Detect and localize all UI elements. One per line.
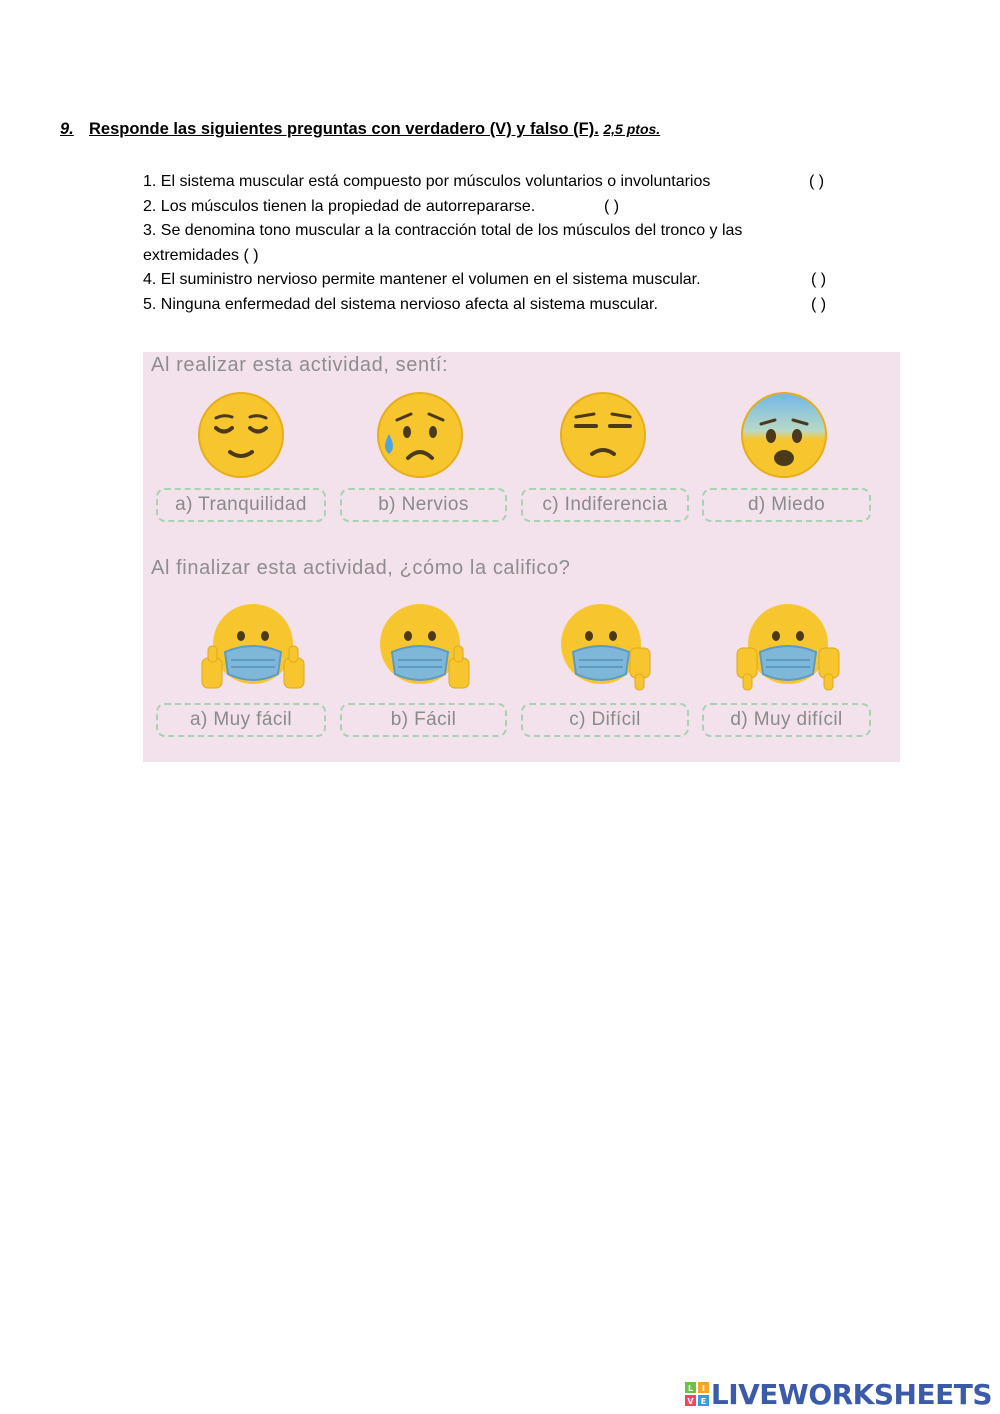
- statement-1: [143, 170, 863, 195]
- statement-text: 5. Ninguna enfermedad del sistema nervioso afecta al sistema muscular.: [143, 295, 658, 313]
- masked-face-thumb-up-icon: [375, 600, 475, 696]
- statement-text: 2. Los músculos tienen la propiedad de autorrepararse.: [143, 197, 536, 215]
- unamused-face-icon: [558, 390, 648, 480]
- question-heading: [60, 120, 660, 139]
- feeling-option-d[interactable]: d) Miedo: [702, 488, 871, 522]
- self-evaluation-panel: [143, 352, 900, 762]
- statement-text[interactable]: extremidades ( ): [143, 246, 259, 264]
- svg-text:V: V: [687, 1397, 694, 1406]
- masked-face-two-thumbs-up-icon: [198, 600, 308, 696]
- question-points: 2,5 ptos.: [603, 121, 661, 137]
- live-badge-icon: [685, 1382, 709, 1406]
- rating-option-a[interactable]: a) Muy fácil: [156, 703, 326, 737]
- svg-text:L: L: [687, 1384, 693, 1393]
- feeling-option-b[interactable]: b) Nervios: [340, 488, 507, 522]
- answer-blank[interactable]: ( ): [811, 271, 827, 288]
- statement-text: 4. El suministro nervioso permite mantener el volumen en el sistema muscular.: [143, 271, 701, 288]
- statement-5: [143, 293, 863, 318]
- rating-option-d[interactable]: d) Muy difícil: [702, 703, 871, 737]
- relieved-face-icon: [196, 390, 286, 480]
- feeling-option-c[interactable]: c) Indiferencia: [521, 488, 689, 522]
- answer-blank[interactable]: ( ): [604, 197, 620, 215]
- masked-face-thumb-down-icon: [556, 600, 656, 696]
- svg-text:E: E: [700, 1397, 707, 1406]
- svg-text:I: I: [701, 1384, 705, 1393]
- statement-4: [143, 268, 863, 293]
- statement-text: 1. El sistema muscular está compuesto por músculos voluntarios o involuntarios: [143, 173, 711, 190]
- rating-option-c[interactable]: c) Difícil: [521, 703, 689, 737]
- fearful-face-icon: [739, 390, 829, 480]
- brand-name: LIVEWORKSHEETS: [710, 1377, 992, 1411]
- answer-blank[interactable]: ( ): [811, 295, 827, 313]
- question-number: 9.: [60, 120, 74, 138]
- feelings-title: Al realizar esta actividad, sentí:: [151, 354, 449, 376]
- answer-blank[interactable]: ( ): [809, 173, 825, 190]
- statement-2: [143, 195, 863, 220]
- statement-3: [143, 219, 863, 244]
- sad-sweat-face-icon: [375, 390, 465, 480]
- liveworksheets-logo: [685, 1374, 992, 1414]
- statement-3-continued: [143, 244, 863, 269]
- statement-text: 3. Se denomina tono muscular a la contracción total de los músculos del tronco y las: [143, 222, 743, 239]
- rating-title: Al finalizar esta actividad, ¿cómo la califico?: [151, 557, 571, 579]
- statement-list: [143, 170, 863, 317]
- masked-face-two-thumbs-down-icon: [733, 600, 843, 696]
- feeling-option-a[interactable]: a) Tranquilidad: [156, 488, 326, 522]
- question-text: Responde las siguientes preguntas con verdadero (V) y falso (F).: [89, 120, 599, 138]
- rating-option-b[interactable]: b) Fácil: [340, 703, 507, 737]
